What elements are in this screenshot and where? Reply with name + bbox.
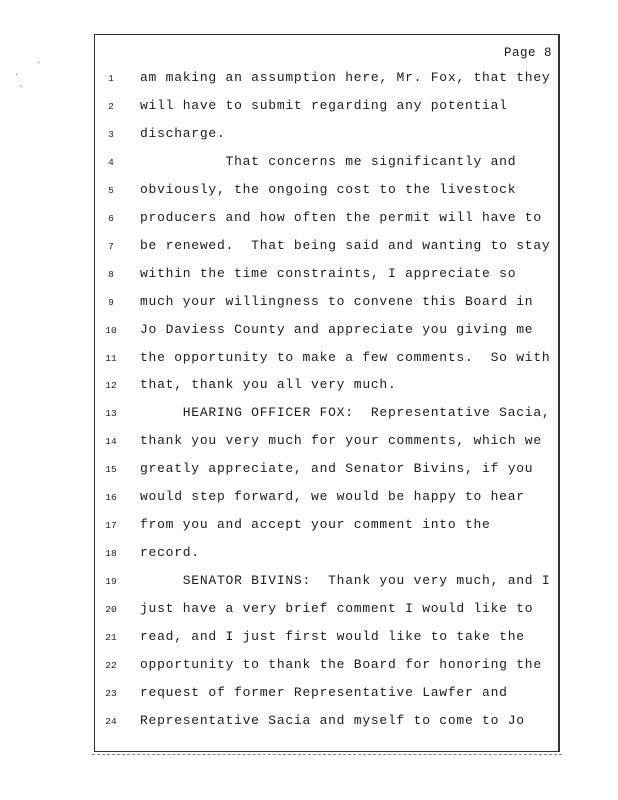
transcript-line — [0, 685, 618, 705]
line-text: HEARING OFFICER FOX: Representative Sacia, — [140, 405, 551, 421]
scan-speck: · — [18, 82, 24, 92]
line-number: 7 — [108, 240, 114, 252]
line-number: 22 — [105, 659, 117, 671]
line-text: much your willingness to convene this Board in — [140, 293, 534, 309]
transcript-line — [0, 210, 618, 230]
transcript-line — [0, 545, 618, 565]
line-text: would step forward, we would be happy to hear — [140, 489, 525, 505]
line-number: 10 — [105, 324, 117, 336]
line-text: opportunity to thank the Board for honoring the — [140, 656, 542, 672]
line-number: 19 — [105, 576, 117, 588]
line-text: within the time constraints, I appreciate so — [140, 265, 517, 281]
transcript-line — [0, 238, 618, 258]
line-text: just have a very brief comment I would like to — [140, 601, 534, 617]
line-number: 13 — [105, 408, 117, 420]
line-number: 11 — [105, 352, 117, 364]
transcript-line — [0, 713, 618, 733]
transcript-line — [0, 322, 618, 342]
line-text: from you and accept your comment into the — [140, 517, 491, 533]
line-number: 9 — [108, 296, 114, 308]
scan-speck: · — [14, 70, 20, 80]
line-text: That concerns me significantly and — [140, 153, 517, 169]
transcript-line — [0, 294, 618, 314]
transcript-line — [0, 70, 618, 90]
line-number: 23 — [105, 687, 117, 699]
line-text: greatly appreciate, and Senator Bivins, if you — [140, 461, 534, 477]
line-text: be renewed. That being said and wanting to stay — [140, 237, 551, 253]
transcript-line — [0, 98, 618, 118]
transcript-line — [0, 350, 618, 370]
line-text: Representative Sacia and myself to come to Jo — [140, 712, 525, 728]
transcript-line — [0, 126, 618, 146]
transcript-line — [0, 601, 618, 621]
line-number: 6 — [108, 212, 114, 224]
line-number: 20 — [105, 604, 117, 616]
line-number: 8 — [108, 268, 114, 280]
line-text: will have to submit regarding any potential — [140, 97, 508, 113]
line-text: request of former Representative Lawfer and — [140, 684, 508, 700]
transcript-line — [0, 154, 618, 174]
page-bottom-edge — [92, 754, 562, 755]
line-number: 3 — [108, 128, 114, 140]
line-text: Jo Daviess County and appreciate you giving me — [140, 321, 534, 337]
transcript-line — [0, 629, 618, 649]
transcript-line — [0, 517, 618, 537]
line-text: producers and how often the permit will have to — [140, 209, 542, 225]
transcript-line — [0, 405, 618, 425]
transcript-line — [0, 266, 618, 286]
line-text: obviously, the ongoing cost to the livestock — [140, 181, 517, 197]
line-number: 5 — [108, 184, 114, 196]
line-text: thank you very much for your comments, which we — [140, 433, 542, 449]
line-number: 21 — [105, 632, 117, 643]
line-number: 1 — [108, 73, 114, 84]
line-text: discharge. — [140, 125, 226, 141]
line-number: 16 — [105, 492, 117, 504]
line-number: 2 — [108, 100, 114, 112]
line-text: am making an assumption here, Mr. Fox, that they — [140, 70, 551, 85]
line-text: SENATOR BIVINS: Thank you very much, and I — [140, 573, 551, 589]
transcript-line — [0, 182, 618, 202]
line-text: record. — [140, 545, 200, 561]
line-text: read, and I just first would like to take the — [140, 629, 525, 644]
page-number: Page 8 — [503, 46, 552, 60]
transcript-line — [0, 433, 618, 453]
transcript-line — [0, 573, 618, 593]
transcript-line — [0, 377, 618, 397]
line-number: 4 — [108, 156, 114, 168]
scan-speck: · — [36, 58, 42, 68]
line-text: the opportunity to make a few comments. So with — [140, 349, 551, 365]
line-number: 24 — [105, 715, 117, 727]
line-number: 14 — [105, 436, 117, 448]
line-number: 15 — [105, 464, 117, 476]
line-text: that, thank you all very much. — [140, 377, 397, 393]
line-number: 18 — [105, 548, 117, 560]
line-number: 17 — [105, 520, 117, 532]
line-number: 12 — [105, 380, 117, 392]
transcript-line — [0, 489, 618, 509]
transcript-line — [0, 461, 618, 481]
transcript-line — [0, 657, 618, 677]
